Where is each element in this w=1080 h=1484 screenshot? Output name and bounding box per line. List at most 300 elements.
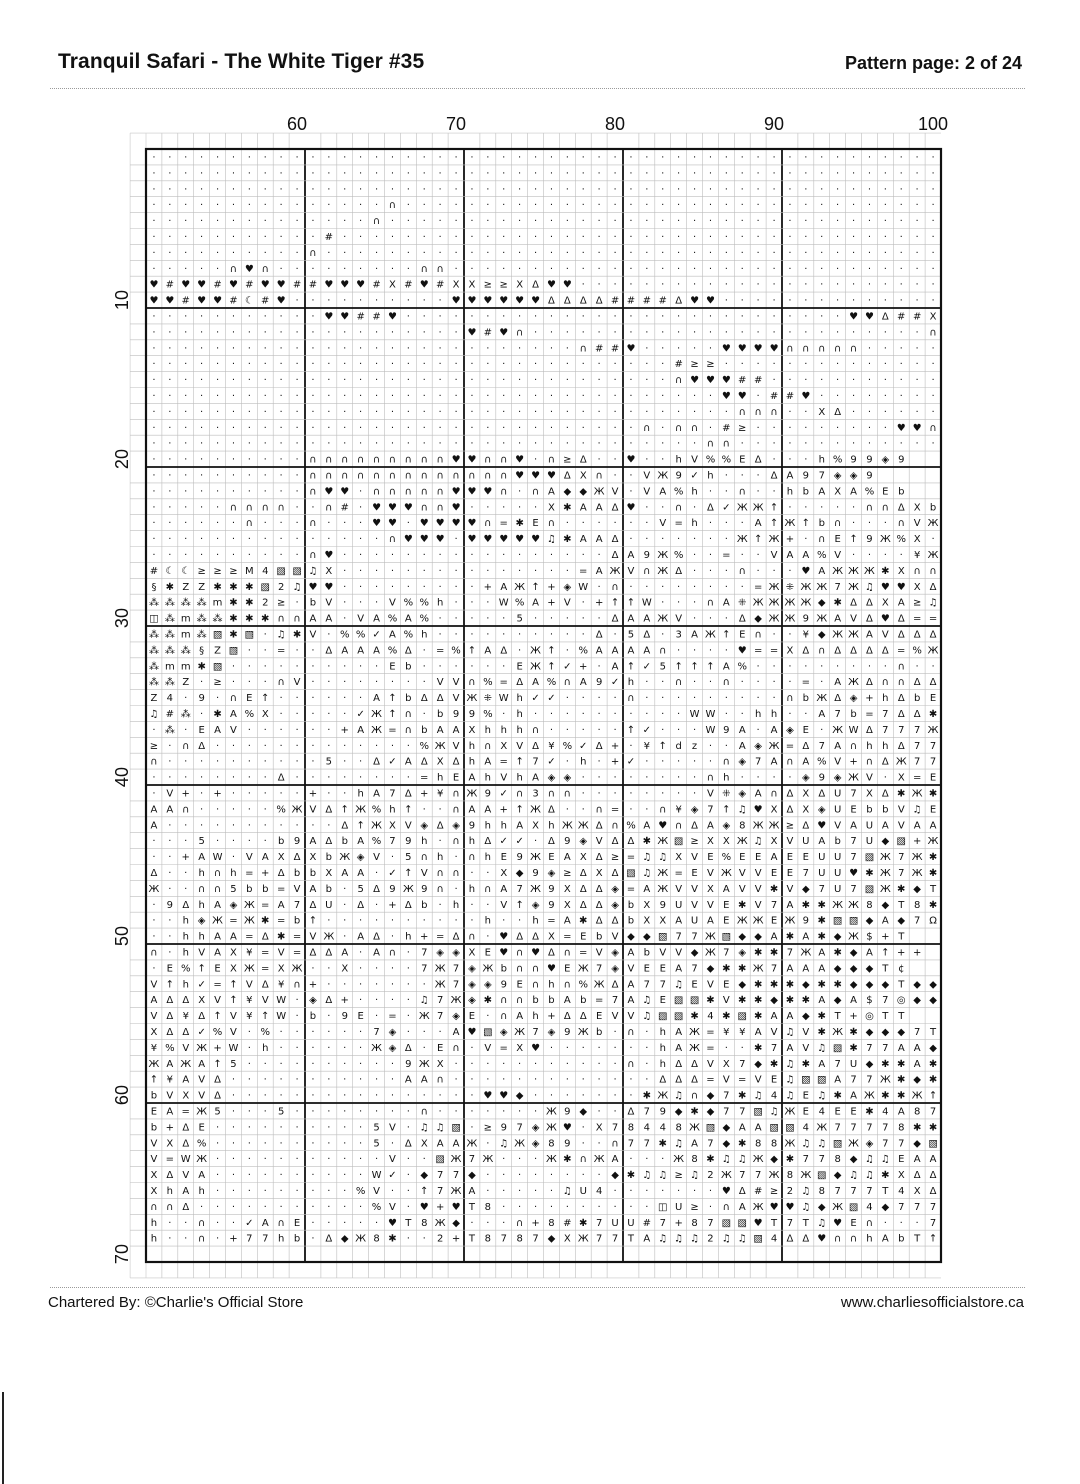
stitch-symbol: ♫ <box>276 629 286 641</box>
stitch-symbol: ∩ <box>245 502 254 514</box>
stitch-symbol: · <box>915 343 919 355</box>
stitch-symbol: · <box>438 216 442 228</box>
stitch-symbol: · <box>359 772 363 784</box>
stitch-symbol: · <box>327 788 331 800</box>
stitch-symbol: ¢ <box>898 963 905 975</box>
stitch-symbol: Z <box>214 645 221 657</box>
stitch-symbol: A <box>818 708 826 720</box>
stitch-symbol: · <box>279 1026 283 1038</box>
stitch-symbol: h <box>675 454 682 466</box>
stitch-symbol: V <box>166 1090 174 1102</box>
stitch-symbol: Ж <box>720 1170 732 1182</box>
stitch-symbol: ▧ <box>753 1106 763 1118</box>
stitch-symbol: · <box>613 327 617 339</box>
stitch-symbol: ∩ <box>261 502 269 514</box>
stitch-symbol: ▧ <box>737 1217 747 1229</box>
stitch-symbol: = <box>499 677 508 689</box>
stitch-symbol: m <box>180 629 191 641</box>
stitch-symbol: · <box>152 534 156 546</box>
stitch-symbol: · <box>645 359 649 371</box>
stitch-symbol: ♥ <box>467 518 477 530</box>
stitch-symbol: · <box>629 200 633 212</box>
stitch-symbol: A <box>913 820 921 832</box>
stitch-symbol: · <box>502 406 506 418</box>
stitch-symbol: · <box>867 200 872 212</box>
stitch-symbol: Δ <box>293 852 301 864</box>
stitch-symbol: · <box>677 693 681 705</box>
stitch-symbol: h <box>198 931 205 943</box>
stitch-symbol: ♫ <box>817 1138 827 1150</box>
stitch-symbol: ◆ <box>642 931 651 943</box>
stitch-symbol: ♥ <box>769 1201 779 1213</box>
stitch-symbol: ↑ <box>531 581 540 593</box>
stitch-symbol: ♥ <box>721 390 731 402</box>
stitch-symbol: · <box>247 1074 251 1086</box>
stitch-symbol: · <box>406 375 410 387</box>
website-link[interactable]: www.charliesofficialstore.ca <box>840 1294 1024 1311</box>
stitch-symbol: · <box>772 327 776 339</box>
stitch-symbol: 8 <box>898 1122 905 1134</box>
stitch-symbol: ♥ <box>753 1217 763 1229</box>
stitch-symbol: ∩ <box>213 883 222 895</box>
stitch-symbol: · <box>470 406 474 418</box>
stitch-symbol: = <box>261 963 270 975</box>
stitch-symbol: ⁂ <box>180 597 191 609</box>
stitch-symbol: ♫ <box>801 1185 811 1197</box>
stitch-symbol: 7 <box>739 1058 746 1070</box>
stitch-symbol: 4 <box>818 1106 825 1118</box>
stitch-symbol: ✓ <box>642 724 652 736</box>
stitch-symbol: A <box>738 724 746 736</box>
stitch-symbol: · <box>200 756 204 768</box>
stitch-symbol: · <box>311 645 315 657</box>
stitch-symbol: · <box>152 231 156 243</box>
stitch-symbol: ▧ <box>864 883 875 895</box>
stitch-symbol: · <box>661 502 665 514</box>
stitch-symbol: · <box>518 1074 522 1086</box>
stitch-symbol: A <box>786 1042 794 1054</box>
row-label-10: 10 <box>112 290 132 311</box>
stitch-symbol: · <box>740 581 744 593</box>
stitch-symbol: ∩ <box>595 470 603 482</box>
stitch-symbol: · <box>231 852 236 864</box>
stitch-symbol: V <box>389 1201 396 1213</box>
stitch-symbol: · <box>931 200 935 212</box>
stitch-symbol: ▧ <box>721 1217 732 1229</box>
stitch-symbol: V <box>627 565 635 577</box>
stitch-symbol: ∩ <box>659 804 667 816</box>
stitch-symbol: · <box>597 549 601 561</box>
stitch-symbol: = <box>420 772 429 784</box>
stitch-symbol: 7 <box>929 740 937 752</box>
stitch-symbol: · <box>247 422 251 434</box>
stitch-symbol: Ж <box>879 883 891 895</box>
stitch-symbol: · <box>597 231 601 243</box>
stitch-symbol: · <box>692 788 697 800</box>
stitch-symbol: ◈ <box>452 947 460 959</box>
stitch-symbol: ∩ <box>659 645 667 657</box>
stitch-symbol: · <box>533 549 538 561</box>
stitch-symbol: · <box>565 518 569 530</box>
stitch-symbol: Ж <box>530 804 541 816</box>
stitch-symbol: · <box>549 390 554 402</box>
stitch-symbol: · <box>486 390 490 402</box>
stitch-symbol: Ж <box>577 1233 589 1245</box>
stitch-symbol: · <box>661 311 665 323</box>
stitch-symbol: Ж <box>546 1122 557 1134</box>
stitch-symbol: E <box>246 693 253 705</box>
stitch-symbol: · <box>533 1154 538 1166</box>
stitch-symbol: · <box>263 200 267 212</box>
stitch-symbol: · <box>645 756 649 768</box>
stitch-symbol: 5 <box>627 629 635 641</box>
stitch-symbol: · <box>661 327 665 339</box>
stitch-symbol: · <box>788 708 792 720</box>
stitch-symbol: Ж <box>593 486 605 498</box>
stitch-symbol: b <box>627 899 635 911</box>
stitch-symbol: = <box>563 931 572 943</box>
stitch-symbol: · <box>359 549 363 561</box>
stitch-symbol: ✱ <box>817 1026 826 1038</box>
stitch-symbol: Ж <box>577 820 589 832</box>
stitch-symbol: ∩ <box>913 565 921 577</box>
stitch-symbol: · <box>231 1122 236 1134</box>
stitch-symbol: ✱ <box>261 613 270 625</box>
stitch-symbol: b <box>341 836 348 848</box>
stitch-symbol: · <box>708 1185 713 1197</box>
stitch-symbol: 7 <box>866 1185 873 1197</box>
stitch-symbol: ↑ <box>881 947 890 959</box>
stitch-symbol: # <box>261 295 270 307</box>
stitch-symbol: · <box>708 231 713 243</box>
stitch-symbol: A <box>230 931 237 943</box>
stitch-symbol: · <box>851 549 856 561</box>
stitch-symbol: · <box>581 518 585 530</box>
stitch-symbol: A <box>707 820 714 832</box>
stitch-symbol: ✱ <box>642 836 652 848</box>
stitch-symbol: + <box>547 581 556 593</box>
stitch-symbol: Ж <box>832 899 844 911</box>
stitch-symbol: · <box>295 406 299 418</box>
stitch-symbol: 9 <box>564 1026 571 1038</box>
stitch-symbol: · <box>200 549 204 561</box>
stitch-symbol: · <box>231 311 236 323</box>
stitch-symbol: · <box>374 422 379 434</box>
stitch-symbol: · <box>565 629 569 641</box>
stitch-symbol: A <box>341 645 349 657</box>
stitch-symbol: · <box>438 1090 442 1102</box>
stitch-symbol: ✱ <box>229 597 238 609</box>
stitch-symbol: = <box>261 947 270 959</box>
stitch-symbol: E <box>548 852 555 864</box>
stitch-symbol: · <box>247 740 251 752</box>
stitch-symbol: ↑ <box>547 661 556 673</box>
stitch-symbol: X <box>913 502 921 514</box>
stitch-symbol: · <box>215 470 220 482</box>
stitch-symbol: · <box>788 216 792 228</box>
stitch-symbol: · <box>279 1074 283 1086</box>
stitch-symbol: ◆ <box>738 979 747 991</box>
stitch-symbol: ◆ <box>515 867 524 879</box>
stitch-symbol: · <box>168 454 172 466</box>
stitch-symbol: ♫ <box>674 1233 684 1245</box>
stitch-symbol: ♫ <box>753 836 763 848</box>
stitch-symbol: Δ <box>150 867 158 879</box>
stitch-symbol: ◈ <box>356 852 365 864</box>
stitch-symbol: 7 <box>707 804 714 816</box>
stitch-symbol: ∩ <box>452 836 460 848</box>
stitch-symbol: · <box>343 406 347 418</box>
stitch-symbol: A <box>182 1185 190 1197</box>
stitch-symbol: · <box>883 184 887 196</box>
stitch-symbol: · <box>788 422 792 434</box>
stitch-symbol: · <box>343 1074 347 1086</box>
stitch-symbol: ∩ <box>388 454 397 466</box>
stitch-symbol: E <box>659 963 666 975</box>
stitch-symbol: A <box>929 1154 937 1166</box>
stitch-symbol: ▧ <box>435 1154 445 1166</box>
stitch-symbol: X <box>913 581 921 593</box>
stitch-symbol: · <box>518 422 522 434</box>
stitch-symbol: Δ <box>675 1058 683 1070</box>
stitch-symbol: · <box>406 438 410 450</box>
stitch-symbol: h <box>468 756 476 768</box>
stitch-symbol: ♥ <box>864 311 874 323</box>
stitch-symbol: E <box>850 804 857 816</box>
stitch-symbol: · <box>311 1170 315 1182</box>
stitch-symbol: ∩ <box>436 263 444 275</box>
stitch-symbol: h <box>707 470 714 482</box>
stitch-symbol: · <box>565 565 569 577</box>
stitch-symbol: ♫ <box>674 1090 684 1102</box>
stitch-symbol: · <box>343 661 347 673</box>
stitch-symbol: · <box>438 200 442 212</box>
stitch-symbol: ∩ <box>579 1154 587 1166</box>
stitch-symbol: ↑ <box>674 661 683 673</box>
stitch-symbol: · <box>724 1042 728 1054</box>
stitch-symbol: · <box>708 279 713 291</box>
stitch-symbol: · <box>677 645 681 657</box>
stitch-symbol: % <box>339 629 350 641</box>
stitch-symbol: Ж <box>911 1090 923 1102</box>
stitch-symbol: · <box>231 486 236 498</box>
stitch-symbol: · <box>851 231 856 243</box>
stitch-symbol: X <box>452 279 460 291</box>
stitch-symbol: 7 <box>659 979 666 991</box>
stitch-symbol: · <box>231 788 236 800</box>
stitch-symbol: ♥ <box>737 645 747 657</box>
stitch-symbol: · <box>788 359 792 371</box>
stitch-symbol: · <box>263 1154 267 1166</box>
stitch-symbol: · <box>581 422 585 434</box>
stitch-symbol: · <box>692 1185 697 1197</box>
stitch-symbol: · <box>295 390 299 402</box>
stitch-symbol: ∩ <box>674 677 683 689</box>
stitch-symbol: · <box>215 804 220 816</box>
stitch-symbol: · <box>613 406 617 418</box>
stitch-symbol: · <box>677 231 681 243</box>
stitch-symbol: 7 <box>627 1138 635 1150</box>
stitch-symbol: ✱ <box>738 963 747 975</box>
stitch-symbol: · <box>374 565 379 577</box>
stitch-symbol: · <box>311 438 315 450</box>
stitch-symbol: 7 <box>293 899 301 911</box>
stitch-symbol: Ж <box>466 1138 478 1150</box>
stitch-symbol: b <box>913 693 921 705</box>
stitch-symbol: · <box>343 534 347 546</box>
stitch-symbol: · <box>406 995 410 1007</box>
stitch-symbol: · <box>645 390 649 402</box>
stitch-symbol: h <box>484 820 492 832</box>
stitch-symbol: h <box>198 899 205 911</box>
stitch-symbol: ✱ <box>722 1011 731 1023</box>
stitch-symbol: Δ <box>277 772 285 784</box>
stitch-symbol: · <box>327 200 331 212</box>
stitch-symbol: # <box>245 279 254 291</box>
stitch-symbol: · <box>454 168 458 180</box>
stitch-symbol: ♥ <box>387 518 397 530</box>
stitch-symbol: h <box>405 931 412 943</box>
stitch-symbol: V <box>484 1042 492 1054</box>
stitch-symbol: · <box>311 740 315 752</box>
stitch-symbol: 7 <box>691 963 698 975</box>
stitch-symbol: ⁂ <box>148 645 159 657</box>
stitch-symbol: Δ <box>691 820 698 832</box>
stitch-symbol: V <box>389 1154 396 1166</box>
stitch-symbol: · <box>295 422 299 434</box>
stitch-symbol: · <box>502 613 506 625</box>
stitch-symbol: · <box>661 168 665 180</box>
stitch-symbol: b <box>421 899 428 911</box>
stitch-symbol: = <box>165 1154 175 1166</box>
stitch-symbol: Ж <box>657 565 669 577</box>
stitch-symbol: ♫ <box>769 1106 779 1118</box>
stitch-symbol: · <box>438 915 442 927</box>
stitch-symbol: · <box>820 216 824 228</box>
stitch-symbol: A <box>770 931 778 943</box>
stitch-symbol: · <box>883 152 887 164</box>
stitch-symbol: · <box>851 438 856 450</box>
row-label-70: 70 <box>112 1244 132 1265</box>
stitch-symbol: ♥ <box>483 1090 493 1102</box>
stitch-symbol: = <box>229 915 238 927</box>
stitch-symbol: ♥ <box>228 279 238 291</box>
stitch-symbol: · <box>533 1058 538 1070</box>
stitch-symbol: ♥ <box>419 279 429 291</box>
stitch-symbol: Ж <box>768 1170 780 1182</box>
stitch-symbol: · <box>374 247 379 259</box>
stitch-symbol: · <box>311 963 315 975</box>
stitch-symbol: · <box>581 1074 585 1086</box>
stitch-symbol: ∩ <box>229 263 238 275</box>
stitch-symbol: % <box>419 613 430 625</box>
stitch-symbol: · <box>374 963 379 975</box>
stitch-symbol: Δ <box>659 1074 667 1086</box>
stitch-symbol: · <box>406 772 410 784</box>
stitch-symbol: · <box>708 184 713 196</box>
stitch-symbol: · <box>470 1106 474 1118</box>
stitch-symbol: ✱ <box>865 1106 874 1118</box>
stitch-symbol: · <box>502 1217 506 1229</box>
stitch-symbol: · <box>692 534 697 546</box>
stitch-symbol: ▧ <box>483 1026 493 1038</box>
stitch-symbol: b <box>405 693 412 705</box>
row-label-50: 50 <box>112 926 132 947</box>
stitch-symbol: = <box>499 1042 508 1054</box>
stitch-symbol: · <box>661 629 665 641</box>
stitch-symbol: ✱ <box>292 629 302 641</box>
stitch-symbol: · <box>454 565 458 577</box>
stitch-symbol: · <box>279 247 283 259</box>
stitch-symbol: A <box>452 1026 460 1038</box>
stitch-symbol: · <box>470 438 474 450</box>
stitch-symbol: ¥ <box>246 995 253 1007</box>
stitch-symbol: 7 <box>595 963 603 975</box>
stitch-symbol: X <box>913 1185 921 1197</box>
stitch-symbol: Δ <box>929 581 937 593</box>
stitch-symbol: Ж <box>196 1106 208 1118</box>
stitch-symbol: A <box>516 1011 524 1023</box>
stitch-symbol: ♫ <box>546 534 556 546</box>
stitch-symbol: · <box>677 756 681 768</box>
stitch-symbol: ✱ <box>722 963 731 975</box>
stitch-symbol: · <box>581 1122 585 1134</box>
stitch-symbol: · <box>931 343 935 355</box>
stitch-symbol: ≥ <box>690 359 699 371</box>
stitch-symbol: · <box>359 740 363 752</box>
stitch-symbol: Ж <box>911 788 923 800</box>
stitch-symbol: · <box>231 804 236 816</box>
stitch-symbol: ◎ <box>896 995 906 1007</box>
stitch-symbol: Δ <box>595 899 603 911</box>
stitch-symbol: A <box>897 597 905 609</box>
stitch-symbol: Δ <box>277 867 285 879</box>
stitch-symbol: ∩ <box>706 597 715 609</box>
stitch-symbol: ≥ <box>706 359 715 371</box>
stitch-symbol: · <box>295 1074 299 1086</box>
stitch-symbol: · <box>390 1106 395 1118</box>
stitch-symbol: · <box>359 597 363 609</box>
stitch-symbol: · <box>899 216 903 228</box>
stitch-symbol: X <box>309 852 317 864</box>
stitch-symbol: ✱ <box>753 1011 763 1023</box>
stitch-symbol: · <box>263 1138 267 1150</box>
stitch-symbol: · <box>168 931 172 943</box>
stitch-symbol: A <box>579 534 587 546</box>
stitch-symbol: · <box>804 295 808 307</box>
stitch-symbol: · <box>915 438 919 450</box>
stitch-symbol: · <box>184 867 188 879</box>
stitch-symbol: · <box>867 406 872 418</box>
stitch-symbol: A <box>786 899 794 911</box>
stitch-symbol: · <box>184 820 188 832</box>
stitch-symbol: · <box>565 168 569 180</box>
stitch-symbol: · <box>740 247 744 259</box>
stitch-symbol: · <box>772 693 776 705</box>
stitch-symbol: Ж <box>927 518 939 530</box>
stitch-symbol: ♫ <box>642 852 652 864</box>
stitch-symbol: · <box>581 311 585 323</box>
stitch-symbol: ¥ <box>723 1026 730 1038</box>
stitch-symbol: ◆ <box>865 915 874 927</box>
stitch-symbol: Ω <box>929 915 937 927</box>
stitch-symbol: V <box>754 883 762 895</box>
stitch-symbol: Ж <box>355 804 367 816</box>
stitch-symbol: ♥ <box>499 947 509 959</box>
stitch-symbol: b <box>898 1233 905 1245</box>
stitch-symbol: · <box>343 979 347 991</box>
stitch-symbol: · <box>247 343 251 355</box>
